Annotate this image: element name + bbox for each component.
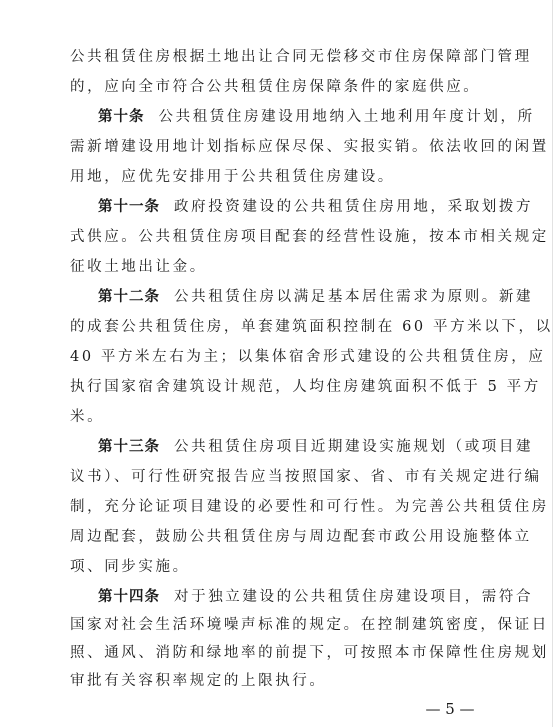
text-line-content: 公共租赁住房以满足基本居住需求为原则。新建 (174, 289, 534, 305)
article-heading: 第十三条 (98, 438, 160, 455)
page-number: — 5 — (425, 700, 475, 718)
text-line (70, 45, 532, 69)
text-line-content: 国家对社会生活环境噪声标准的规定。在控制建筑密度，保证日 (70, 617, 549, 633)
text-line-content: 公共租赁住房项目近期建设实施规划（或项目建 (174, 439, 534, 455)
text-line (70, 525, 532, 549)
text-line-content: 公共租赁住房建设用地纳入土地利用年度计划，所 (158, 109, 535, 125)
text-line-content: 用地，应优先安排用于公共租赁住房建设。 (70, 169, 395, 185)
text-line-content: 需新增建设用地计划指标应保尽保、实报实销。依法收回的闲置 (70, 139, 549, 155)
text-line (70, 495, 549, 519)
text-line-content: 公共租赁住房根据土地出让合同无偿移交市住房保障部门管理 (70, 49, 532, 65)
article-heading: 第十四条 (98, 588, 160, 605)
text-line (70, 345, 546, 369)
text-line-content: 40 平方米左右为主；以集体宿舍形式建设的公共租赁住房，应 (70, 349, 546, 365)
text-line-content: 政府投资建设的公共租赁住房用地，采取划拨方 (174, 199, 534, 215)
text-line (70, 555, 479, 579)
text-line-content: 的，应向全市符合公共租赁住房保障条件的家庭供应。 (70, 79, 481, 95)
text-line-content: 制，充分论证项目建设的必要性和可行性。为完善公共租赁住房 (70, 499, 549, 515)
text-line-content: 周边配套，鼓励公共租赁住房与周边配套市政公用设施整体立 (70, 529, 532, 545)
article-12-first-line (98, 285, 534, 309)
text-line (70, 165, 479, 189)
text-line (70, 465, 542, 489)
text-line-content: 的成套公共租赁住房，单套建筑面积控制在 60 平方米以下，以 (70, 319, 553, 335)
article-11-first-line (98, 195, 534, 219)
text-line-content: 征收土地出让金。 (70, 259, 207, 275)
text-line (70, 225, 549, 249)
text-line (70, 613, 549, 637)
article-13-first-line (98, 435, 534, 459)
article-heading: 第十二条 (98, 288, 160, 305)
text-line-content: 式供应。公共租赁住房项目配套的经营性设施，按本市相关规定 (70, 229, 549, 245)
text-line (70, 669, 479, 693)
article-10-first-line (98, 105, 535, 129)
text-line-content: 审批有关容积率规定的上限执行。 (70, 673, 327, 689)
text-line (70, 75, 479, 99)
text-line-content: 米。 (70, 409, 105, 425)
article-14-first-line (98, 585, 534, 609)
article-heading: 第十条 (98, 108, 145, 125)
text-line (70, 315, 553, 339)
text-line-content: 执行国家宿舍建筑设计规范，人均住房建筑面积不低于 5 平方 (70, 379, 541, 395)
text-line-content: 照、通风、消防和绿地率的前提下，可按照本市保障性住房规划 (70, 645, 549, 661)
text-line-content: 议书）、可行性研究报告应当按照国家、省、市有关规定进行编 (70, 469, 542, 485)
text-line-content: 项、同步实施。 (70, 559, 190, 575)
article-heading: 第十一条 (98, 198, 160, 215)
text-line (70, 135, 549, 159)
text-line-content: 对于独立建设的公共租赁住房建设项目，需符合 (174, 589, 534, 605)
text-line (70, 405, 479, 429)
text-line (70, 375, 541, 399)
text-line (70, 641, 549, 665)
text-line (70, 255, 479, 279)
